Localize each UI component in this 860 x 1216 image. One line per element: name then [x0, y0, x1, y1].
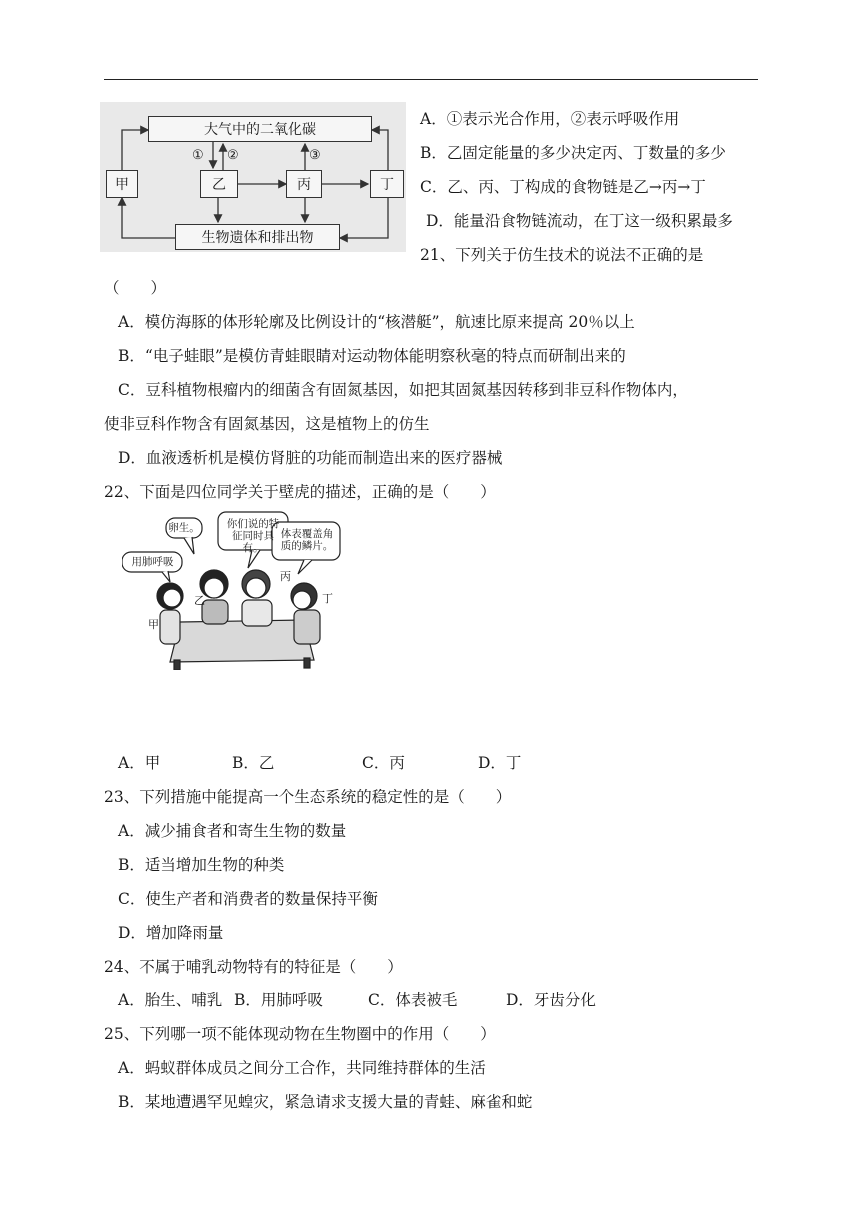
q22-option-c: C．丙 [362, 754, 405, 772]
atmosphere-co2-box: 大气中的二氧化碳 [148, 116, 372, 142]
q22-option-b: B．乙 [232, 754, 275, 772]
q24-option-a: A．胎生、哺乳 [118, 991, 223, 1009]
students-cartoon [122, 510, 342, 670]
q22-option-d: D．丁 [478, 754, 522, 772]
carbon-cycle-diagram [100, 102, 406, 252]
node-bing: 丙 [286, 170, 322, 198]
bubble-scales: 体表覆盖角质的鳞片。 [280, 528, 334, 552]
node-yi: 乙 [200, 170, 238, 198]
label-jia: 甲 [148, 618, 159, 631]
arrow-label-2: ② [227, 148, 239, 163]
q23-stem: 23、下列措施中能提高一个生态系统的稳定性的是（ ） [104, 788, 512, 806]
q20-option-d: D．能量沿食物链流动，在丁这一级积累最多 [426, 212, 733, 230]
q23-option-c: C．使生产者和消费者的数量保持平衡 [118, 890, 378, 908]
q20-option-b: B．乙固定能量的多少决定丙、丁数量的多少 [420, 144, 726, 162]
q21-answer-paren: （ ） [104, 279, 167, 297]
q24-option-b: B．用肺呼吸 [234, 991, 323, 1009]
q20-option-a: A．①表示光合作用，②表示呼吸作用 [420, 110, 680, 128]
q22-stem: 22、下面是四位同学关于壁虎的描述，正确的是（ ） [104, 483, 496, 501]
q20-option-c: C．乙、丙、丁构成的食物链是乙→丙→丁 [420, 178, 706, 196]
node-ding: 丁 [370, 170, 404, 198]
q25-option-a: A．蚂蚁群体成员之间分工合作，共同维持群体的生活 [118, 1059, 486, 1077]
bubble-oviparous: 卵生。 [168, 522, 200, 534]
q23-option-b: B．适当增加生物的种类 [118, 856, 285, 874]
q24-stem: 24、不属于哺乳动物特有的特征是（ ） [104, 958, 403, 976]
label-yi: 乙 [194, 594, 205, 607]
q21-stem: 21、下列关于仿生技术的说法不正确的是 [420, 246, 704, 264]
header-rule [104, 79, 758, 80]
remains-box: 生物遗体和排出物 [175, 224, 340, 250]
q24-option-d: D．牙齿分化 [506, 991, 596, 1009]
q22-option-a: A．甲 [118, 754, 161, 772]
label-bing: 丙 [280, 570, 291, 583]
q23-option-a: A．减少捕食者和寄生生物的数量 [118, 822, 347, 840]
node-jia: 甲 [106, 170, 138, 198]
q21-option-d: D．血液透析机是模仿肾脏的功能而制造出来的医疗器械 [118, 449, 503, 467]
q25-stem: 25、下列哪一项不能体现动物在生物圈中的作用（ ） [104, 1025, 496, 1043]
q25-option-b: B．某地遭遇罕见蝗灾，紧急请求支援大量的青蛙、麻雀和蛇 [118, 1093, 533, 1111]
q21-option-c: C．豆科植物根瘤内的细菌含有固氮基因，如把其固氮基因转移到非豆科作物体内， [118, 381, 688, 399]
q21-option-b: B．“电子蛙眼”是模仿青蛙眼睛对运动物体能明察秋毫的特点而研制出来的 [118, 347, 626, 365]
bubble-both-features: 你们说的特征同时具有。 [226, 518, 280, 554]
bubble-lung-breathing: 用肺呼吸 [131, 556, 174, 568]
q21-option-a: A．模仿海豚的体形轮廓及比例设计的“核潜艇”，航速比原来提高 20％以上 [118, 313, 635, 331]
label-ding: 丁 [322, 592, 333, 605]
arrow-label-1: ① [192, 148, 204, 163]
arrow-label-3: ③ [309, 148, 321, 163]
q23-option-d: D．增加降雨量 [118, 924, 224, 942]
q24-option-c: C．体表被毛 [368, 991, 458, 1009]
q21-option-c-cont: 使非豆科作物含有固氮基因，这是植物上的仿生 [104, 415, 430, 433]
